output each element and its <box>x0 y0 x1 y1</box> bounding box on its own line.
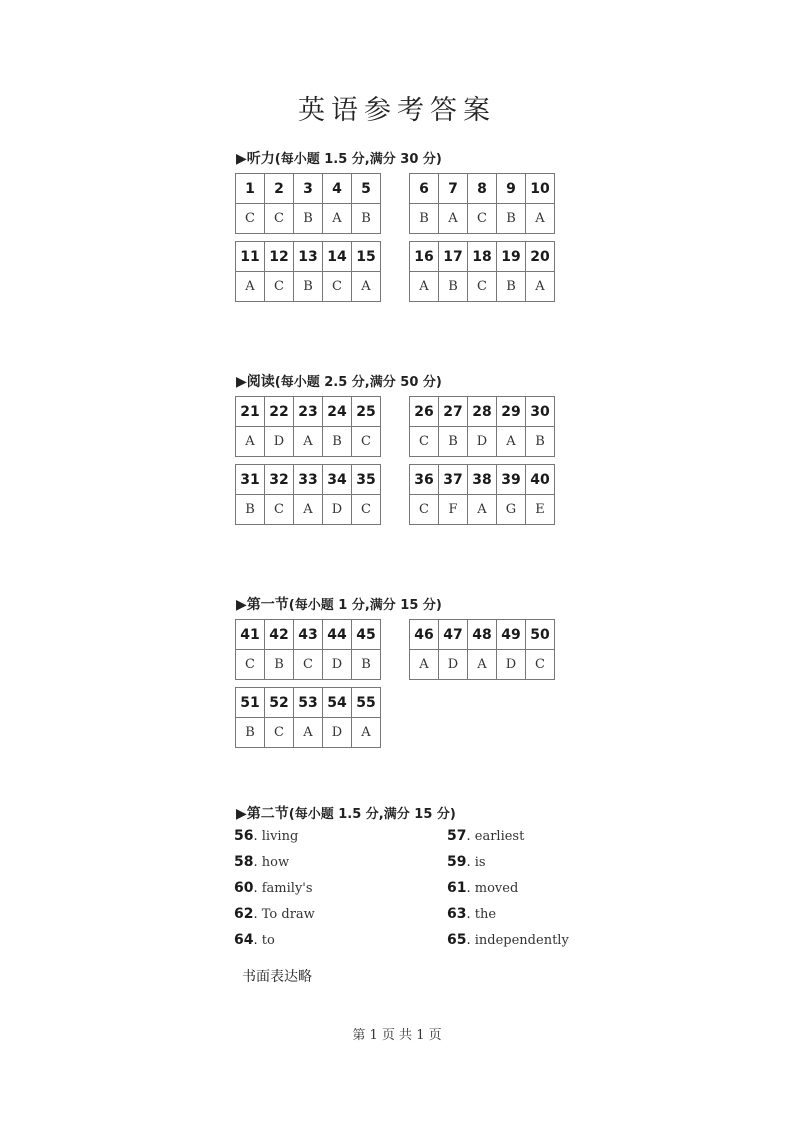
question-number: 15 <box>352 242 381 272</box>
answer-cell: B <box>294 204 323 234</box>
page-title: 英语参考答案 <box>298 95 496 126</box>
answer-cell: B <box>236 718 265 748</box>
question-number: 40 <box>526 465 555 495</box>
answer-row <box>236 204 381 234</box>
question-number-row <box>410 174 555 204</box>
question-number: 37 <box>439 465 468 495</box>
answer-cell: B <box>352 204 381 234</box>
question-number: 13 <box>294 242 323 272</box>
answer-cell: B <box>439 427 468 457</box>
answer-cell: A <box>294 495 323 525</box>
question-number: 35 <box>352 465 381 495</box>
question-number: 3 <box>294 174 323 204</box>
answer-cell: A <box>526 204 555 234</box>
answer-row <box>236 650 381 680</box>
section-scoring: (每小题 1 分,满分 15 分) <box>288 598 442 613</box>
answer-cell: C <box>352 427 381 457</box>
answer-cell: C <box>236 204 265 234</box>
question-number: 47 <box>439 620 468 650</box>
answer-cell: C <box>410 495 439 525</box>
answer-cell: B <box>526 427 555 457</box>
answer-cell: B <box>294 272 323 302</box>
section-title: 阅读 <box>246 374 275 390</box>
question-number: 50 <box>526 620 555 650</box>
answer-table <box>409 173 555 234</box>
question-number: 26 <box>410 397 439 427</box>
question-number-row <box>236 397 381 427</box>
answer-cell: A <box>236 427 265 457</box>
answer-cell: B <box>236 495 265 525</box>
question-number: 25 <box>352 397 381 427</box>
answer-table <box>235 241 381 302</box>
question-number: 7 <box>439 174 468 204</box>
answer-row <box>236 718 381 748</box>
answer-table <box>235 619 381 680</box>
answer-cell: A <box>236 272 265 302</box>
section-scoring: (每小题 1.5 分,满分 15 分) <box>288 807 456 822</box>
answer-row <box>236 495 381 525</box>
question-number: 31 <box>236 465 265 495</box>
arrow-icon: ▶ <box>236 374 247 390</box>
answer-cell: A <box>323 204 352 234</box>
question-number: 38 <box>468 465 497 495</box>
answer-row <box>410 272 555 302</box>
answer-cell: C <box>468 272 497 302</box>
answer-cell: C <box>468 204 497 234</box>
answer-cell: A <box>410 650 439 680</box>
question-number: 9 <box>497 174 526 204</box>
question-number-row <box>236 242 381 272</box>
answer-cell: D <box>323 650 352 680</box>
section-heading-listening <box>236 148 442 168</box>
question-number: 23 <box>294 397 323 427</box>
answer-cell: A <box>352 718 381 748</box>
answer-row <box>236 272 381 302</box>
question-number: 6 <box>410 174 439 204</box>
answer-cell: A <box>294 427 323 457</box>
section-title: 第一节 <box>246 597 289 613</box>
answer-cell: A <box>352 272 381 302</box>
answer-cell: A <box>439 204 468 234</box>
fill-item: 64. to <box>234 932 275 948</box>
section-scoring: (每小题 2.5 分,满分 50 分) <box>274 375 442 390</box>
answer-row <box>410 495 555 525</box>
question-number: 8 <box>468 174 497 204</box>
answer-cell: B <box>352 650 381 680</box>
question-number: 19 <box>497 242 526 272</box>
fill-item: 59. is <box>447 854 486 870</box>
answer-cell: C <box>294 650 323 680</box>
question-number: 22 <box>265 397 294 427</box>
question-number: 12 <box>265 242 294 272</box>
answer-cell: A <box>497 427 526 457</box>
answer-cell: C <box>265 204 294 234</box>
answer-cell: C <box>265 272 294 302</box>
question-number: 27 <box>439 397 468 427</box>
question-number-row <box>410 465 555 495</box>
answer-cell: B <box>497 272 526 302</box>
question-number: 51 <box>236 688 265 718</box>
answer-cell: A <box>410 272 439 302</box>
question-number: 55 <box>352 688 381 718</box>
answer-cell: C <box>352 495 381 525</box>
answer-table <box>409 241 555 302</box>
answer-table <box>409 464 555 525</box>
fill-item: 56. living <box>234 828 299 844</box>
answer-row <box>410 204 555 234</box>
answer-table <box>235 687 381 748</box>
answer-cell: G <box>497 495 526 525</box>
answer-row <box>410 650 555 680</box>
question-number-row <box>410 620 555 650</box>
question-number-row <box>236 688 381 718</box>
question-number-row <box>236 465 381 495</box>
answer-cell: D <box>468 427 497 457</box>
fill-item: 63. the <box>447 906 497 922</box>
section-scoring: (每小题 1.5 分,满分 30 分) <box>274 152 442 167</box>
question-number: 4 <box>323 174 352 204</box>
question-number: 32 <box>265 465 294 495</box>
question-number: 28 <box>468 397 497 427</box>
answer-cell: C <box>526 650 555 680</box>
answer-cell: A <box>526 272 555 302</box>
question-number: 16 <box>410 242 439 272</box>
question-number: 21 <box>236 397 265 427</box>
question-number: 18 <box>468 242 497 272</box>
question-number: 42 <box>265 620 294 650</box>
question-number: 53 <box>294 688 323 718</box>
answer-cell: B <box>439 272 468 302</box>
answer-table <box>409 619 555 680</box>
question-number: 34 <box>323 465 352 495</box>
question-number: 39 <box>497 465 526 495</box>
answer-cell: A <box>294 718 323 748</box>
answer-cell: C <box>236 650 265 680</box>
question-number: 1 <box>236 174 265 204</box>
section-heading-part-two <box>236 803 456 823</box>
question-number: 2 <box>265 174 294 204</box>
arrow-icon: ▶ <box>236 151 247 167</box>
question-number-row <box>236 174 381 204</box>
answer-cell: C <box>323 272 352 302</box>
question-number: 44 <box>323 620 352 650</box>
answer-table <box>409 396 555 457</box>
question-number-row <box>410 242 555 272</box>
answer-cell: D <box>497 650 526 680</box>
arrow-icon: ▶ <box>236 806 247 822</box>
answer-cell: B <box>323 427 352 457</box>
writing-note: 书面表达略 <box>242 969 312 985</box>
fill-item: 62. To draw <box>234 906 315 922</box>
answer-table <box>235 396 381 457</box>
answer-table <box>235 173 381 234</box>
answer-cell: A <box>468 650 497 680</box>
question-number: 5 <box>352 174 381 204</box>
question-number: 14 <box>323 242 352 272</box>
question-number: 48 <box>468 620 497 650</box>
section-title: 听力 <box>246 151 275 167</box>
answer-cell: C <box>265 495 294 525</box>
arrow-icon: ▶ <box>236 597 247 613</box>
question-number: 24 <box>323 397 352 427</box>
section-heading-reading <box>236 371 442 391</box>
answer-cell: B <box>410 204 439 234</box>
fill-item: 60. family's <box>234 880 313 896</box>
question-number: 10 <box>526 174 555 204</box>
question-number: 20 <box>526 242 555 272</box>
question-number: 46 <box>410 620 439 650</box>
question-number: 30 <box>526 397 555 427</box>
answer-row <box>410 427 555 457</box>
fill-item: 58. how <box>234 854 290 870</box>
question-number: 29 <box>497 397 526 427</box>
section-heading-part-one <box>236 594 442 614</box>
question-number-row <box>410 397 555 427</box>
fill-item: 61. moved <box>447 880 519 896</box>
question-number: 54 <box>323 688 352 718</box>
answer-cell: E <box>526 495 555 525</box>
answer-cell: C <box>410 427 439 457</box>
question-number: 43 <box>294 620 323 650</box>
answer-cell: D <box>439 650 468 680</box>
answer-row <box>236 427 381 457</box>
question-number: 33 <box>294 465 323 495</box>
question-number: 41 <box>236 620 265 650</box>
question-number: 52 <box>265 688 294 718</box>
answer-table <box>235 464 381 525</box>
question-number: 49 <box>497 620 526 650</box>
answer-cell: A <box>468 495 497 525</box>
answer-cell: F <box>439 495 468 525</box>
fill-item: 57. earliest <box>447 828 525 844</box>
question-number: 45 <box>352 620 381 650</box>
answer-cell: D <box>323 718 352 748</box>
answer-cell: B <box>265 650 294 680</box>
question-number: 17 <box>439 242 468 272</box>
answer-cell: B <box>497 204 526 234</box>
section-title: 第二节 <box>246 806 289 822</box>
answer-cell: C <box>265 718 294 748</box>
question-number: 36 <box>410 465 439 495</box>
answer-cell: D <box>265 427 294 457</box>
answer-cell: D <box>323 495 352 525</box>
page-footer: 第 1 页 共 1 页 <box>352 1028 442 1043</box>
question-number: 11 <box>236 242 265 272</box>
fill-item: 65. independently <box>447 932 569 948</box>
question-number-row <box>236 620 381 650</box>
